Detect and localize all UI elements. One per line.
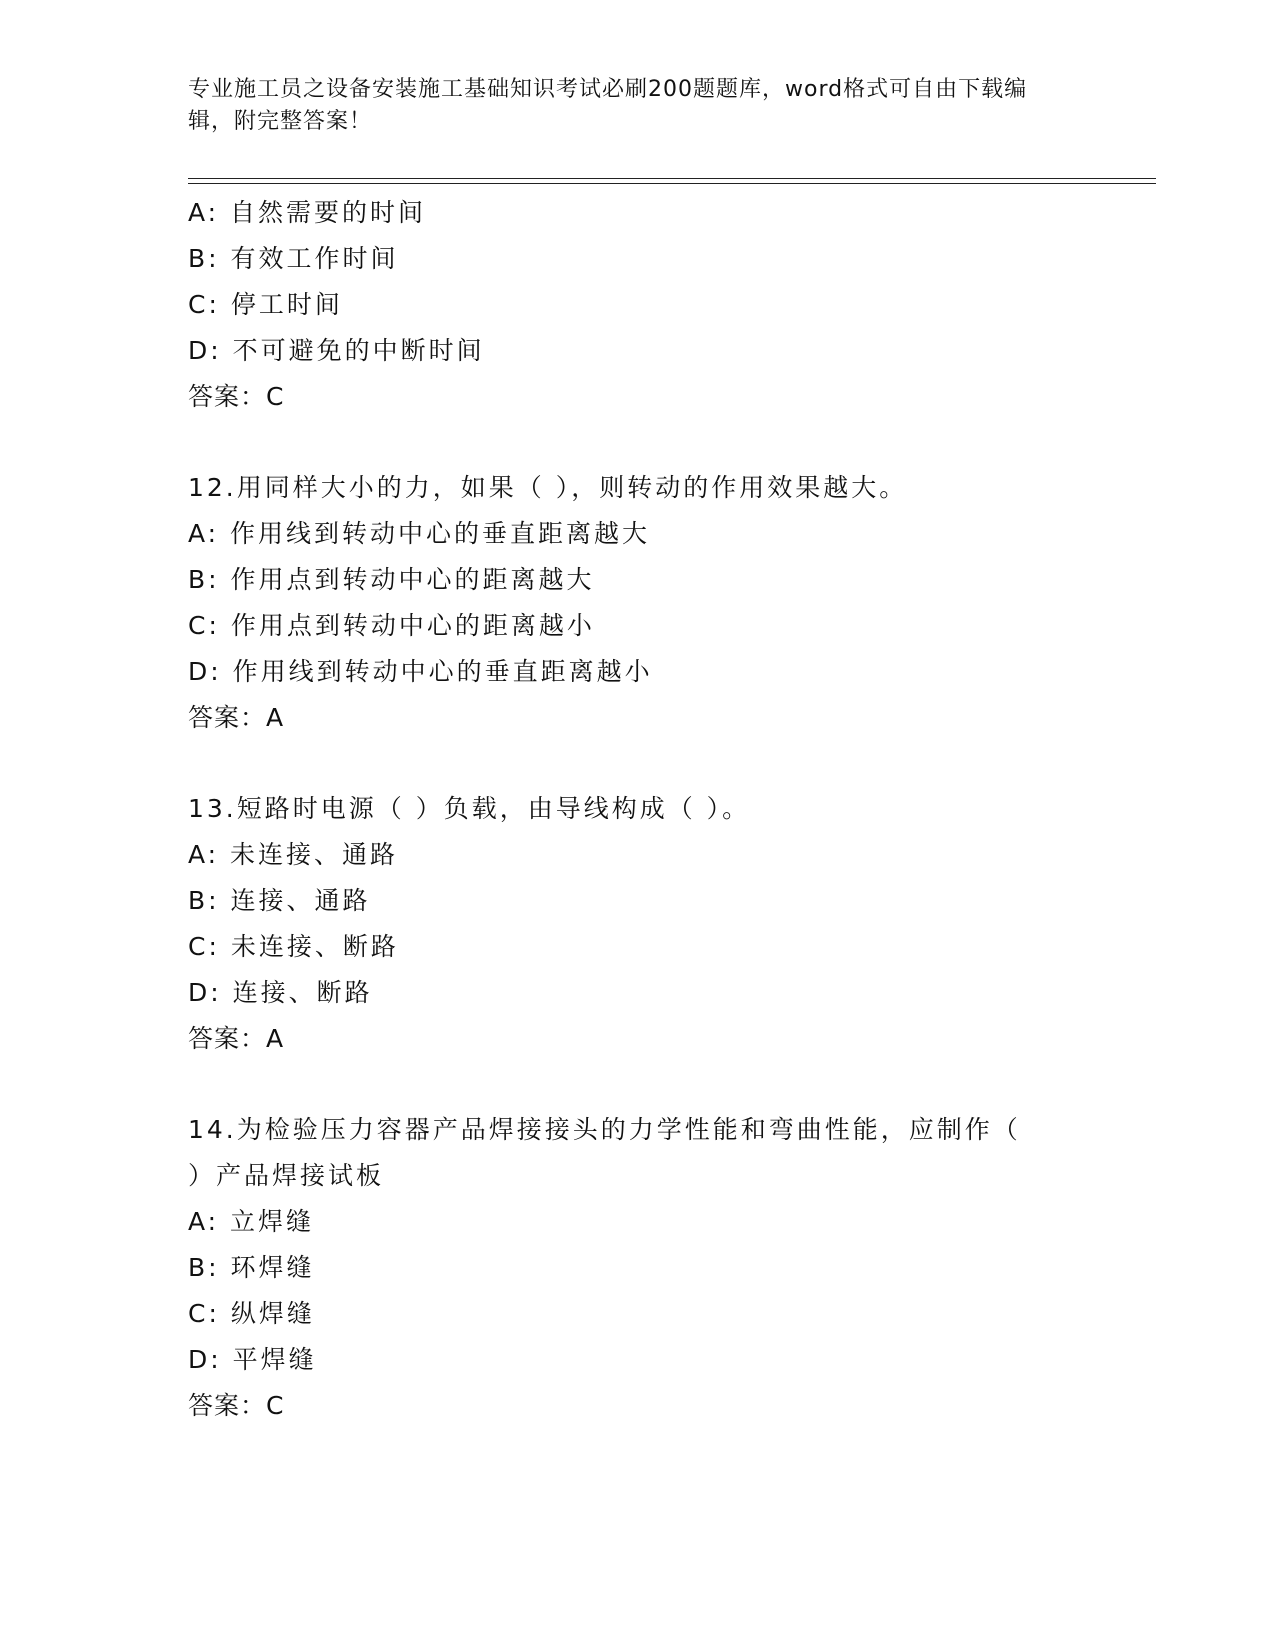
option-c (188, 1291, 1088, 1337)
question-stem-line-1: 14.为检验压力容器产品焊接接头的力学性能和弯曲性能，应制作（ (188, 1115, 1021, 1144)
answer-line: 答案：A (188, 703, 285, 732)
option-text: 作用线到转动中心的垂直距离越小 (232, 657, 653, 686)
question-block-13 (188, 786, 1088, 1062)
option-letter: B: (188, 244, 220, 273)
option-text: 立焊缝 (230, 1207, 315, 1236)
option-b (188, 557, 1088, 603)
header-divider-top (188, 178, 1156, 179)
option-letter: A: (188, 198, 220, 227)
option-b (188, 878, 1088, 924)
option-a (188, 511, 1088, 557)
option-text: 作用点到转动中心的距离越小 (230, 611, 595, 640)
option-letter: D: (188, 978, 222, 1007)
question-list (188, 190, 1088, 1429)
option-letter: C: (188, 290, 220, 319)
option-a (188, 190, 1088, 236)
option-letter: B: (188, 886, 220, 915)
option-text: 有效工作时间 (230, 244, 399, 273)
question-block-11 (188, 190, 1088, 420)
option-text: 未连接、通路 (230, 840, 399, 869)
option-text: 纵焊缝 (230, 1299, 315, 1328)
question-stem: 12.用同样大小的力，如果（ ），则转动的作用效果越大。 (188, 473, 908, 502)
option-c (188, 603, 1088, 649)
option-letter: B: (188, 565, 220, 594)
spacer (188, 1062, 1088, 1107)
option-text: 作用点到转动中心的距离越大 (230, 565, 595, 594)
option-b (188, 236, 1088, 282)
question-stem-line-2: ）产品焊接试板 (188, 1161, 385, 1190)
answer-line: 答案：C (188, 1391, 285, 1420)
option-letter: D: (188, 336, 222, 365)
option-d (188, 328, 1088, 374)
spacer (188, 420, 1088, 465)
question-block-12 (188, 465, 1088, 741)
option-text: 未连接、断路 (230, 932, 399, 961)
option-a (188, 1199, 1088, 1245)
option-b (188, 1245, 1088, 1291)
option-text: 作用线到转动中心的垂直距离越大 (230, 519, 651, 548)
option-a (188, 832, 1088, 878)
header-divider-bottom (188, 183, 1156, 184)
spacer (188, 741, 1088, 786)
option-letter: A: (188, 1207, 220, 1236)
option-text: 连接、断路 (232, 978, 373, 1007)
option-letter: C: (188, 932, 220, 961)
option-c (188, 924, 1088, 970)
answer-line: 答案：C (188, 382, 285, 411)
answer-line: 答案：A (188, 1024, 285, 1053)
question-block-14 (188, 1107, 1088, 1429)
option-letter: C: (188, 1299, 220, 1328)
option-text: 停工时间 (230, 290, 343, 319)
option-d (188, 1337, 1088, 1383)
option-letter: D: (188, 657, 222, 686)
document-title: 专业施工员之设备安装施工基础知识考试必刷200题题库，word格式可自由下载编辑，附完整答案！ (188, 77, 1028, 134)
option-c (188, 282, 1088, 328)
option-letter: B: (188, 1253, 220, 1282)
option-letter: C: (188, 611, 220, 640)
option-d (188, 970, 1088, 1016)
option-letter: A: (188, 519, 220, 548)
option-letter: A: (188, 840, 220, 869)
option-text: 环焊缝 (230, 1253, 315, 1282)
option-text: 不可避免的中断时间 (232, 336, 485, 365)
option-text: 自然需要的时间 (230, 198, 427, 227)
option-d (188, 649, 1088, 695)
option-letter: D: (188, 1345, 222, 1374)
question-stem: 13.短路时电源（ ）负载，由导线构成（ ）。 (188, 794, 751, 823)
option-text: 平焊缝 (232, 1345, 317, 1374)
option-text: 连接、通路 (230, 886, 371, 915)
